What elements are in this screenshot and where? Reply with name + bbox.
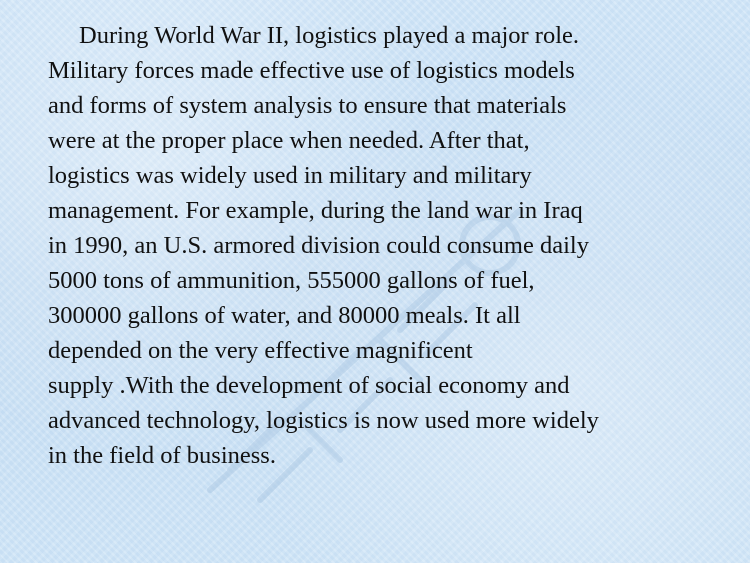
paragraph-line: advanced technology, logistics is now used more widely [48, 407, 599, 434]
paragraph-line: Military forces made effective use of logistics models [48, 57, 575, 84]
paragraph-line: logistics was widely used in military and military [48, 162, 532, 189]
body-paragraph [48, 18, 718, 473]
paragraph-line: in the field of business. [48, 442, 276, 469]
paragraph-line: 300000 gallons of water, and 80000 meals. It all [48, 302, 521, 329]
paragraph-line: management. For example, during the land war in Iraq [48, 197, 583, 224]
paragraph-line: During World War II, logistics played a major role. [79, 22, 580, 49]
paragraph-line: in 1990, an U.S. armored division could consume daily [48, 232, 589, 259]
paragraph-line: depended on the very effective magnificent [48, 337, 473, 364]
paragraph-line: and forms of system analysis to ensure that materials [48, 92, 567, 119]
paragraph-line: were at the proper place when needed. After that, [48, 127, 530, 154]
paragraph-line: supply .With the development of social economy and [48, 372, 570, 399]
paragraph-line: 5000 tons of ammunition, 555000 gallons of fuel, [48, 267, 535, 294]
